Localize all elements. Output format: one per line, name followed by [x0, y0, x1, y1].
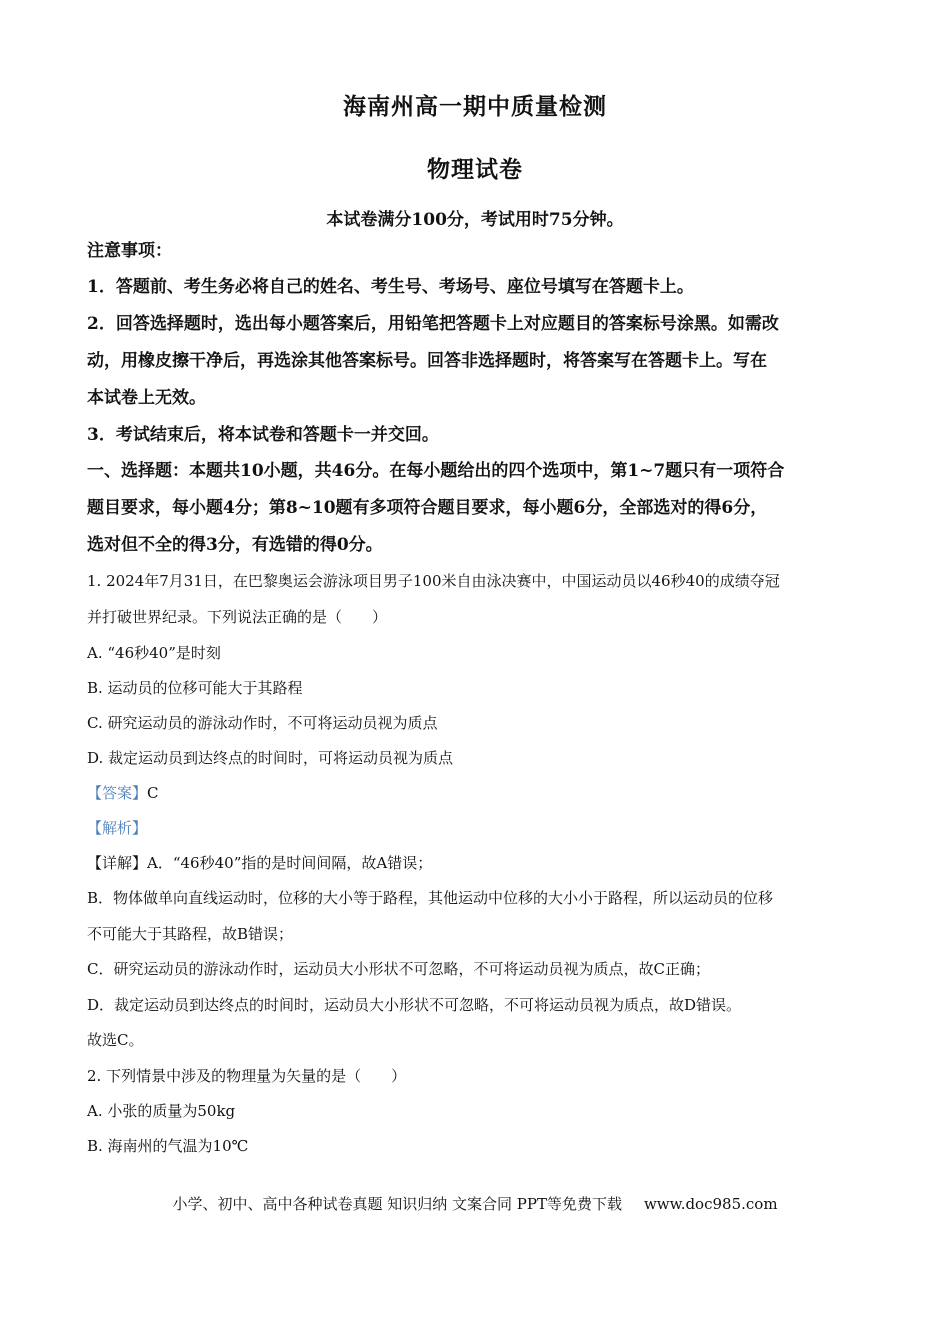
answer-tag: 【答案】: [87, 784, 148, 802]
page-footer: [0, 1193, 950, 1214]
q1-detail-b-line-1: B．物体做单向直线运动时，位移的大小等于路程，其他运动中位移的大小小于路程，所以运动员的位移: [87, 889, 774, 907]
section-heading-line-1: 一、选择题：本题共10小题，共46分。在每小题给出的四个选项中，第1~7题只有一项符合: [87, 461, 785, 481]
q1-option-b: B. 运动员的位移可能大于其路程: [87, 679, 303, 697]
q2-option-b: B. 海南州的气温为10℃: [87, 1137, 249, 1155]
q1-conclusion: 故选C。: [87, 1031, 144, 1049]
exam-info: 本试卷满分100分，考试用时75分钟。: [326, 210, 624, 230]
notice-item-3: 3．考试结束后，将本试卷和答题卡一并交回。: [87, 425, 439, 445]
footer-site-link[interactable]: www.doc985.com: [643, 1195, 778, 1213]
q1-stem-line-2: 并打破世界纪录。下列说法正确的是（ ）: [87, 608, 388, 626]
notice-item-1: 1．答题前、考生务必将自己的姓名、考生号、考场号、座位号填写在答题卡上。: [87, 277, 694, 297]
section-heading-line-3: 选对但不全的得3分，有选错的得0分。: [87, 535, 383, 555]
exam-subject: 物理试卷: [427, 156, 523, 183]
q1-stem-line-1: 1. 2024年7月31日，在巴黎奥运会游泳项目男子100米自由泳决赛中，中国运动员以46秒40的成绩夺冠: [87, 572, 780, 590]
q1-option-a: A. “46秒40”是时刻: [87, 644, 221, 662]
q1-option-d: D. 裁定运动员到达终点的时间时，可将运动员视为质点: [87, 749, 454, 767]
section-heading-line-2: 题目要求，每小题4分；第8~10题有多项符合题目要求，每小题6分，全部选对的得6分，: [87, 498, 768, 518]
footer-text: 小学、初中、高中各种试卷真题 知识归纳 文案合同 PPT等免费下载: [172, 1195, 622, 1213]
detail-a-text: A．“46秒40”指的是时间间隔，故A错误；: [147, 854, 433, 872]
q2-option-a: A. 小张的质量为50kg: [87, 1102, 236, 1120]
q1-answer: [87, 786, 877, 801]
q1-detail-a: [87, 856, 877, 871]
q2-stem: 2. 下列情景中涉及的物理量为矢量的是（ ）: [87, 1067, 407, 1085]
q1-detail-c: C．研究运动员的游泳动作时，运动员大小形状不可忽略，不可将运动员视为质点，故C正确；: [87, 960, 710, 978]
notice-heading: 注意事项：: [87, 241, 172, 261]
answer-value: C: [147, 784, 159, 802]
exam-title: 海南州高一期中质量检测: [343, 93, 607, 120]
q1-detail-b-line-2: 不可能大于其路程，故B错误；: [87, 925, 294, 943]
q1-option-c: C. 研究运动员的游泳动作时，不可将运动员视为质点: [87, 714, 438, 732]
analysis-tag: 【解析】: [87, 819, 148, 837]
notice-item-2-line-1: 2．回答选择题时，选出每小题答案后，用铅笔把答题卡上对应题目的答案标号涂黑。如需改: [87, 314, 779, 334]
q1-detail-d: D．裁定运动员到达终点的时间时，运动员大小形状不可忽略，不可将运动员视为质点，故D错误。: [87, 996, 742, 1014]
notice-item-2-line-3: 本试卷上无效。: [87, 388, 206, 408]
notice-item-2-line-2: 动，用橡皮擦干净后，再选涂其他答案标号。回答非选择题时，将答案写在答题卡上。写在: [87, 351, 767, 371]
detail-tag: 【详解】: [87, 854, 148, 872]
